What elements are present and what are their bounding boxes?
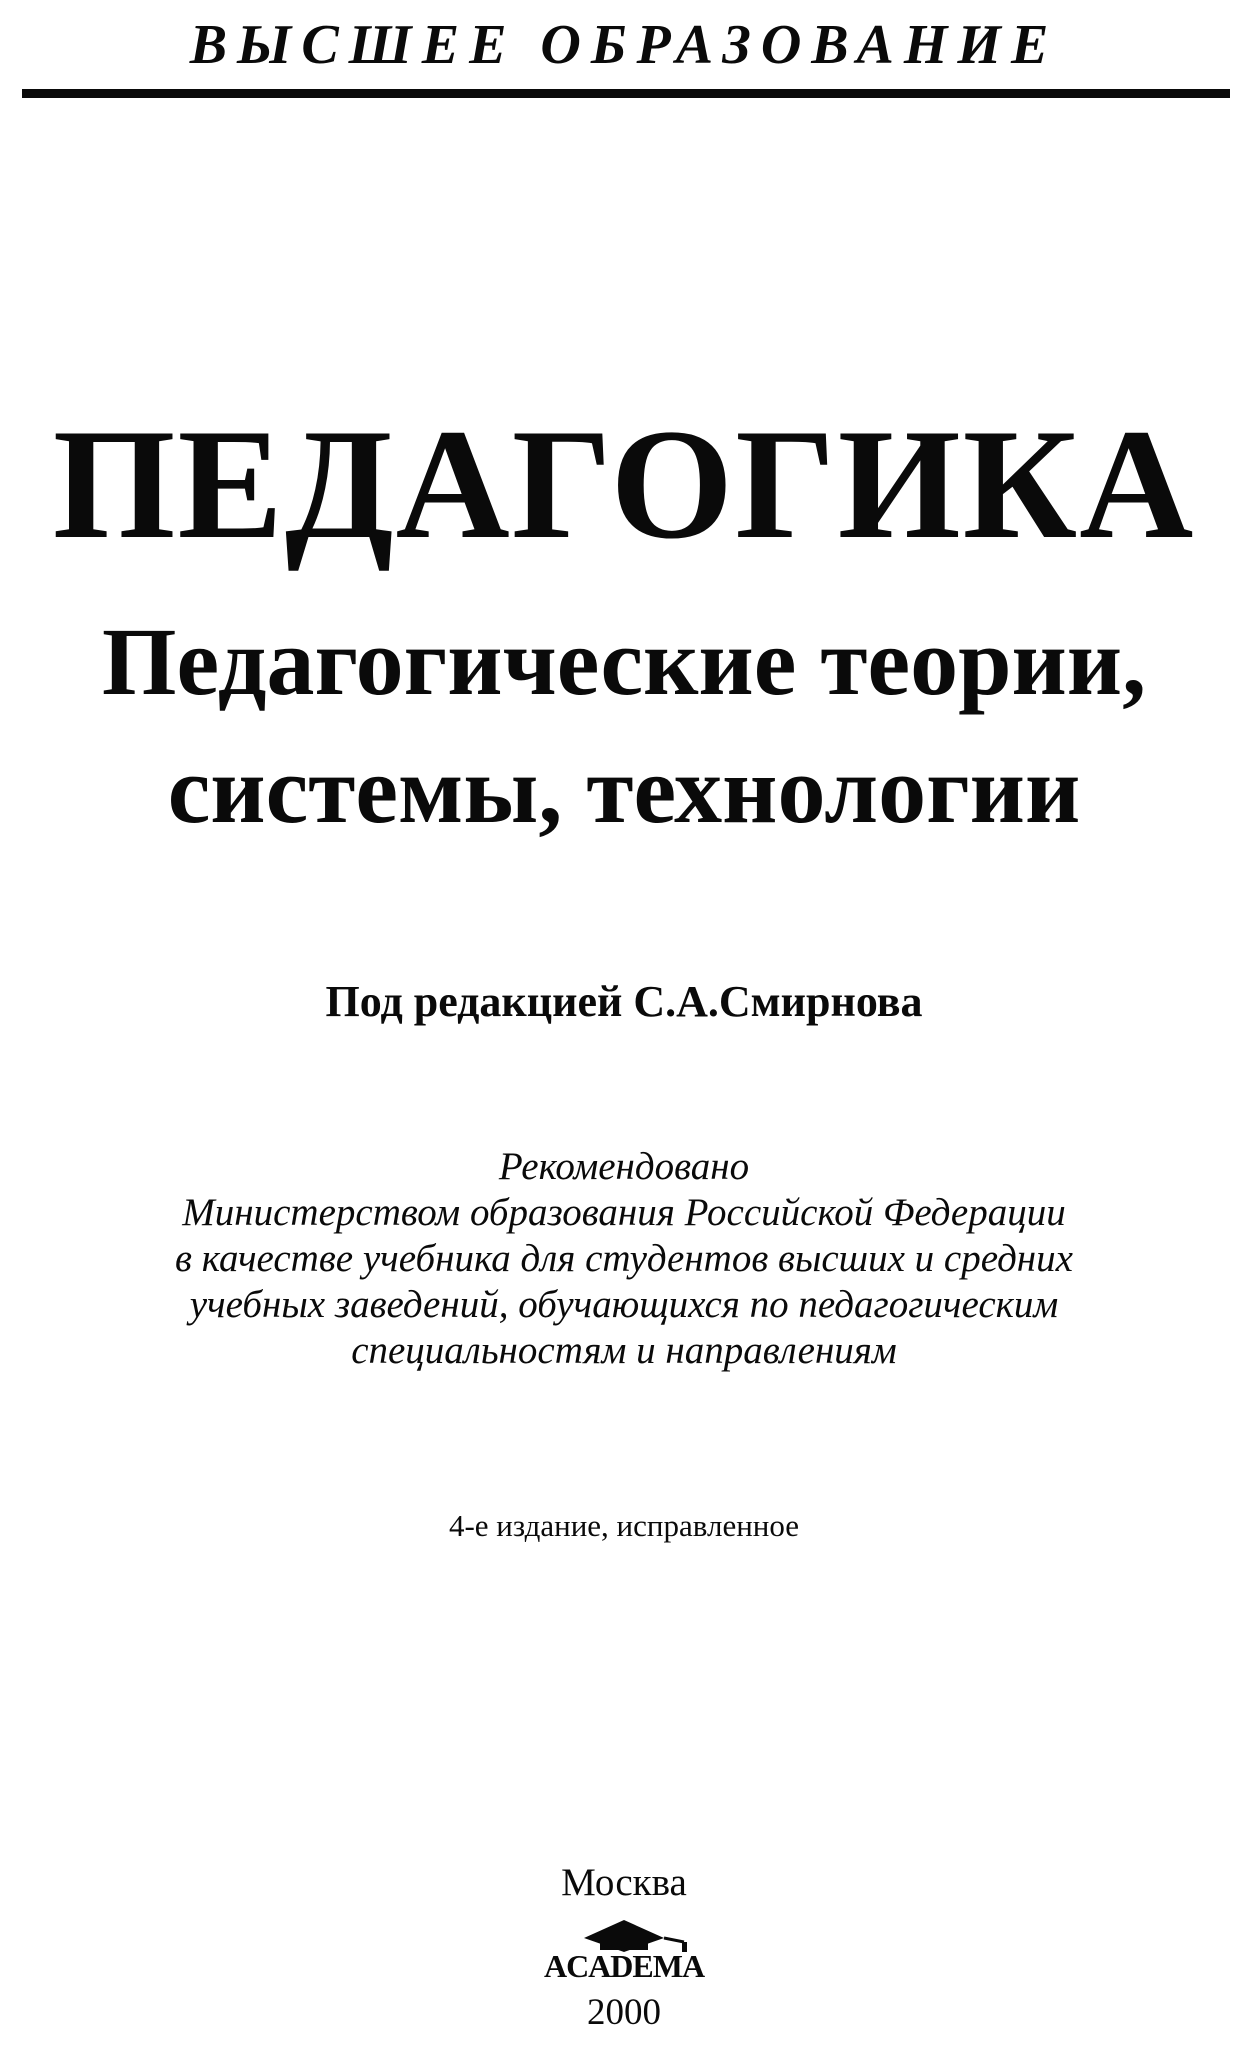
publication-year: 2000 [587,1992,661,2033]
publisher-logo-text: ACADEMA [543,1948,705,1984]
publisher-logo [528,1912,720,1992]
header-rule [22,89,1230,98]
book-subtitle [0,598,1248,854]
editor-credit: Под редакцией С.А.Смирнова [325,977,923,1026]
edition-note: 4-е издание, исправленное [448,1508,800,1543]
recommendation-block [0,1144,1248,1374]
recommendation-line-4: учебных заведений, обучающихся по педагогическим [189,1283,1059,1326]
recommendation-line-3: в качестве учебника для студентов высших и средних [175,1237,1073,1280]
recommendation-line-2: Министерством образования Российской Федерации [182,1191,1066,1234]
subtitle-line-2: системы, технологии [167,736,1081,843]
recommendation-line-5: специальностям и направлениям [351,1329,897,1372]
series-name: ВЫСШЕЕ ОБРАЗОВАНИЕ [189,14,1059,76]
subtitle-line-1: Педагогические теории, [101,608,1147,715]
publication-city: Москва [561,1861,687,1904]
recommendation-line-1: Рекомендовано [498,1145,750,1188]
book-title: ПЕДАГОГИКА [52,397,1196,572]
